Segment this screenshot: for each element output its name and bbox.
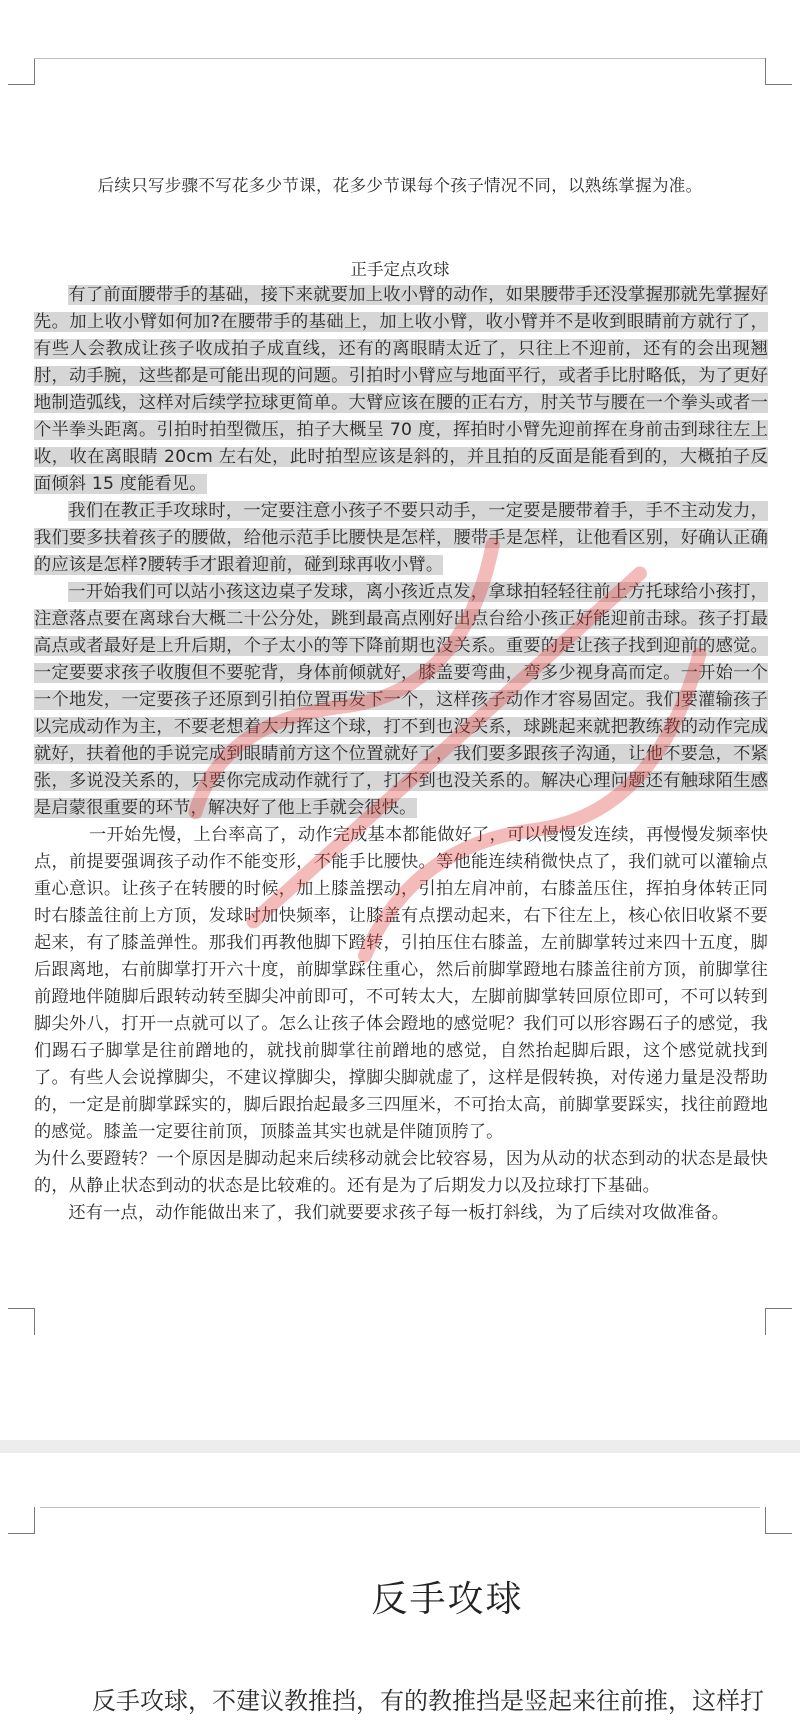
paragraph-3 [34,579,768,822]
paragraph-1 [34,282,768,498]
page-top-margin-line [40,1507,760,1508]
document-page-2 [0,1453,800,1733]
crop-mark-top-left [8,58,35,85]
page-top-margin-line [34,58,766,59]
paragraph-5: 为什么要蹬转？一个原因是脚动起来后续移动就会比较容易，因为从动的状态到动的状态是最快的，从静止状态到动的状态是比较难的。还有是为了后期发力以及拉球打下基础。 [34,1149,768,1196]
crop-mark-top-right [765,1507,792,1534]
crop-mark-top-right [765,58,792,85]
paragraph-4: 一开始先慢，上台率高了，动作完成基本都能做好了，可以慢慢发连续，再慢慢发频率快点，前提要强调孩子动作不能变形，不能手比腰快。等他能连续稍微快点了，我们就可以灌输点重心意识。让孩子在转腰的时候，加上膝盖摆动，引拍左肩冲前，右膝盖压住，挥拍身体转正同时右膝盖往前上方顶，发球时加快频率，让膝盖有点摆动起来，右下往左上，核心依旧收紧不要起来，有了膝盖弹性。那我们再教他脚下蹬转，引拍压住右膝盖，左前脚掌转过来四十五度，脚后跟离地，右前脚掌打开六十度，前脚掌踩住重心，然后前脚掌蹬地右膝盖往前方顶，前脚掌往前蹬地伴随脚后跟转动转至脚尖冲前即可，不可转太大，左脚前脚掌转回原位即可，不可以转到脚尖外八，打开一点就可以了。怎么让孩子体会蹬地的感觉呢？我们可以形容踢石子的感觉，我们踢石子脚掌是往前蹭地的，就找前脚掌往前蹭地的感觉，自然抬起脚后跟，这个感觉就找到了。有些人会说撑脚尖，不建议撑脚尖，撑脚尖脚就虚了，这样是假转换，对传递力量是没帮助的，一定是前脚掌踩实的，脚后跟抬起最多三四厘米，不可抬太高，前脚掌要踩实，找往前蹬地的感觉。膝盖一定要往前顶，顶膝盖其实也就是伴随顶胯了。 [34,825,768,1142]
paragraph-1-text: 有了前面腰带手的基础，接下来就要加上收小臂的动作，如果腰带手还没掌握那就先掌握好先。加上收小臂如何加?在腰带手的基础上，加上收小臂，收小臂并不是收到眼睛前方就行了，有些人会教成让孩子收成拍子成直线，还有的离眼睛太近了，只往上不迎前，还有的会出现翘肘，动手腕，这些都是可能出现的问题。引拍时小臂应与地面平行，或者手比肘略低，为了更好地制造弧线，这样对后续学拉球更简单。大臂应该在腰的正右方，肘关节与腰在一个拳头或者一个半拳头距离。引拍时拍型微压，拍子大概呈 70 度，挥拍时小臂先迎前挥在身前击到球往左上收，收在离眼睛 20cm 左右处，此时拍型应该是斜的，并且拍的反面是能看到的，大概拍子反面倾斜 15 度能看见。 [34,285,768,494]
section-title: 反手攻球 [371,1579,524,1620]
crop-mark-bottom-right [765,1308,792,1335]
crop-mark-top-left [8,1507,35,1534]
paragraph-2 [34,498,768,579]
intro-note: 后续只写步骤不写花多少节课，花多少节课每个孩子情况不同，以熟练掌握为准。 [97,176,703,195]
page-2-first-line: 反手攻球，不建议教推挡，有的教推挡是竖起来往前推，这样打 [92,1687,764,1715]
section-heading: 正手定点攻球 [350,260,450,279]
paragraph-3-text: 一开始我们可以站小孩这边桌子发球，离小孩近点发，拿球拍轻轻往前上方托球给小孩打，注意落点要在离球台大概二十公分处，跳到最高点刚好出点台给小孩正好能迎前击球。孩子打最高点或者最好是上升后期，个子太小的等下降前期也没关系。重要的是让孩子找到迎前的感觉。一定要要求孩子收腹但不要驼背，身体前倾就好，膝盖要弯曲，弯多少视身高而定。一开始一个一个地发，一定要孩子还原到引拍位置再发下一个，这样孩子动作才容易固定。我们要灌输孩子以完成动作为主，不要老想着大力挥这个球，打不到也没关系，球跳起来就把教练教的动作完成就好，扶着他的手说完成到眼睛前方这个位置就好了，我们要多跟孩子沟通，让他不要急，不紧张，多说没关系的，只要你完成动作就行了，打不到也没关系的。解决心理问题还有触球陌生感是启蒙很重要的环节，解决好了他上手就会很快。 [34,582,768,818]
document-body [34,282,768,1227]
paragraph-2-text: 我们在教正手攻球时，一定要注意小孩子不要只动手，一定要是腰带着手，手不主动发力，我们要多扶着孩子的腰做，给他示范手比腰快是怎样，腰带手是怎样，让他看区别，好确认正确的应该是怎样?腰转手才跟着迎前，碰到球再收小臂。 [34,501,768,575]
crop-mark-bottom-left [8,1308,35,1335]
paragraph-6: 还有一点，动作能做出来了，我们就要要求孩子每一板打斜线，为了后续对攻做准备。 [68,1203,730,1223]
